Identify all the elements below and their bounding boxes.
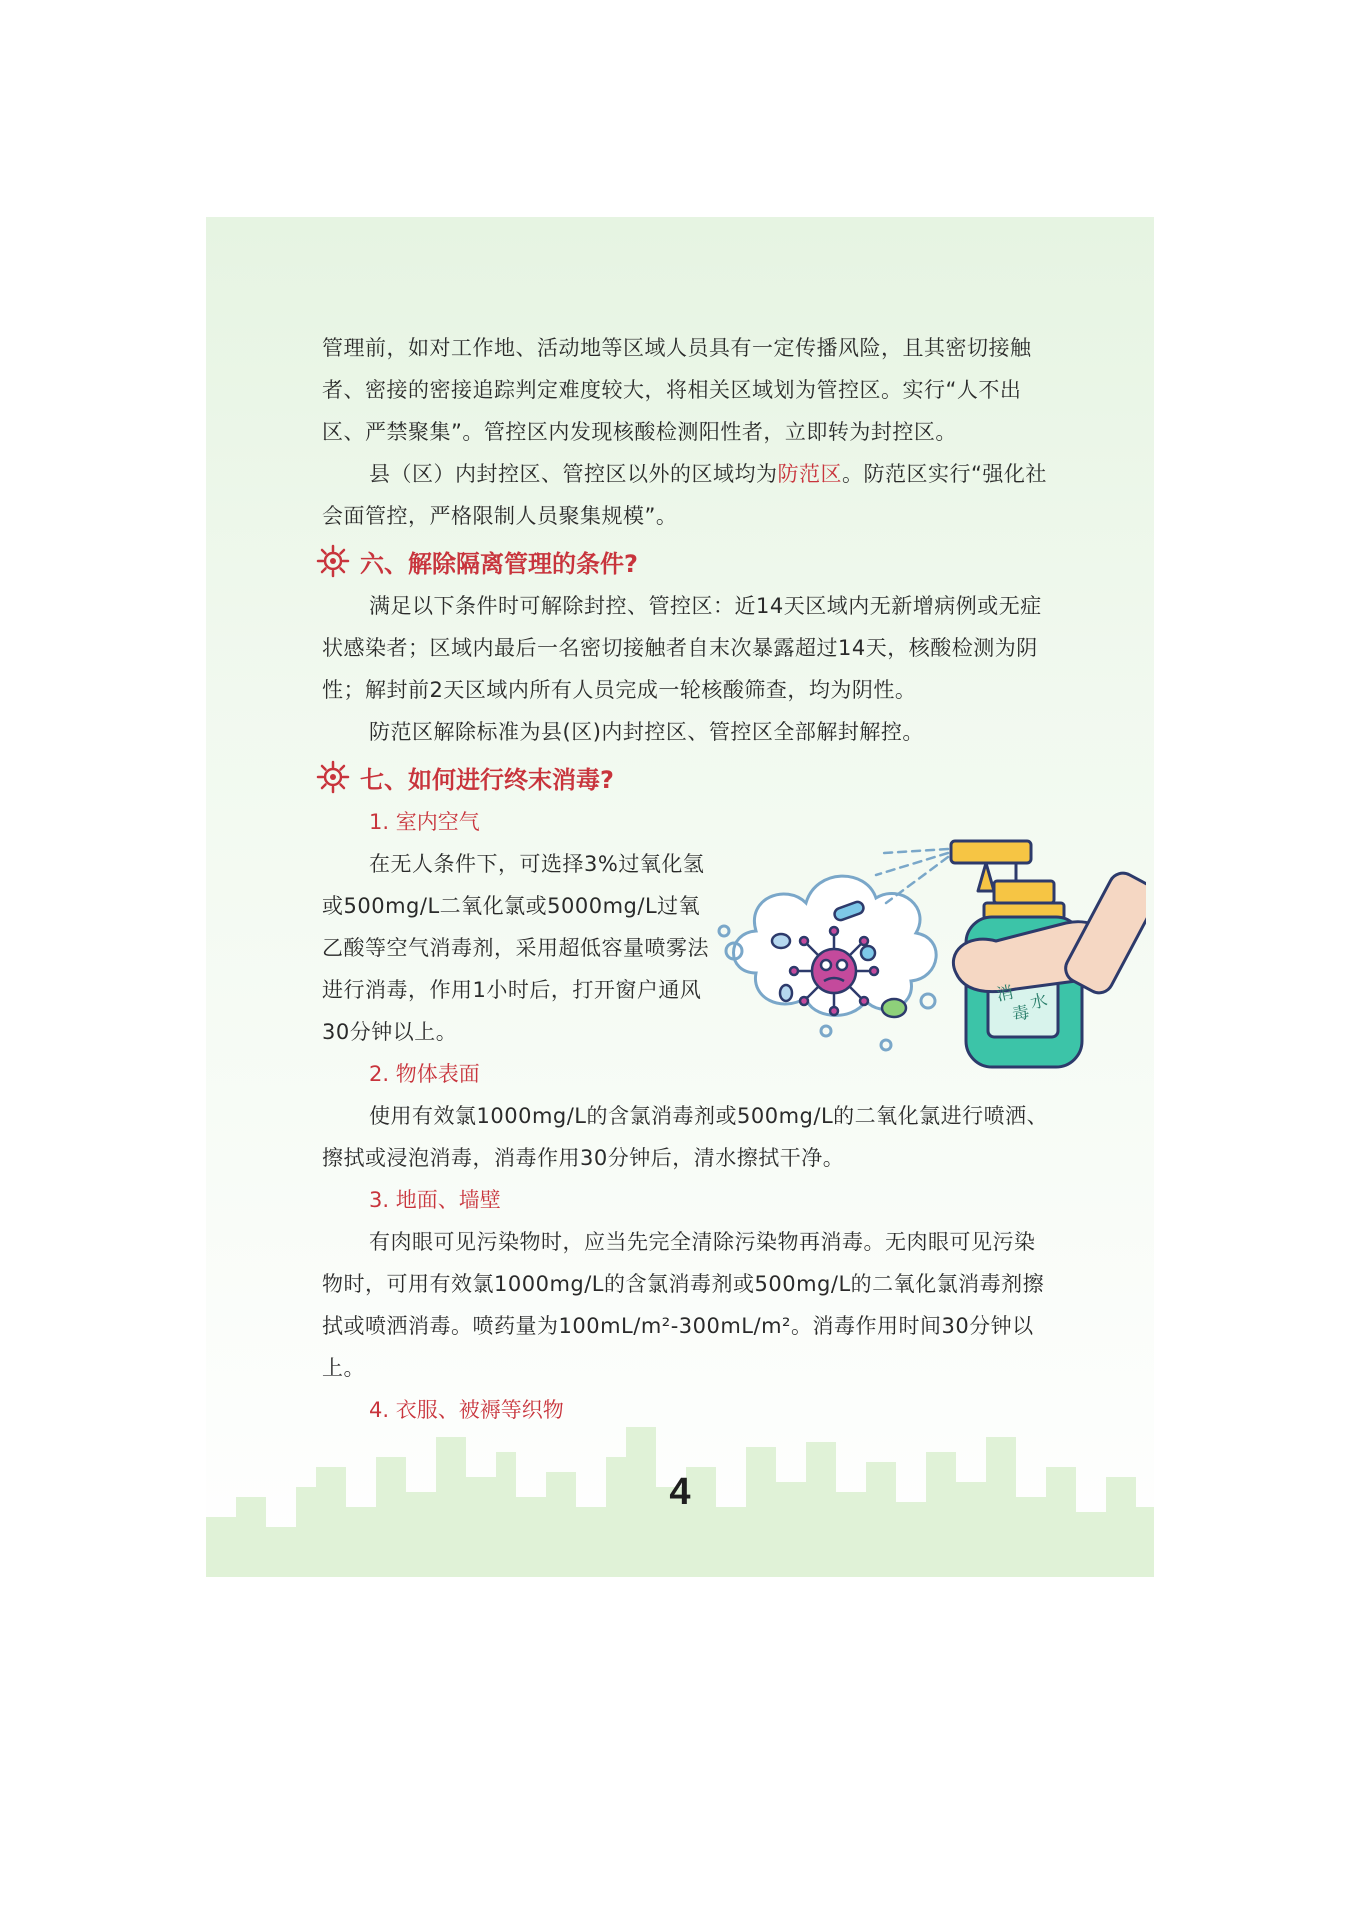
disinfectant-spray-illustration xyxy=(716,813,1146,1073)
paragraph-release-conditions: 满足以下条件时可解除封控、管控区：近14天区域内无新增病例或无症状感染者；区域内最后一名密切接触者自末次暴露超过14天，核酸检测为阴性；解封前2天区域内所有人员完成一轮核酸筛查，均为阴性。 xyxy=(322,594,1042,702)
virus-character xyxy=(790,927,878,1015)
virus-icon xyxy=(316,544,350,578)
bottle-label-char: 毒 xyxy=(1010,1002,1032,1026)
subheading-object-surface: 2. 物体表面 xyxy=(369,1062,480,1086)
bottle-label-char: 消 xyxy=(994,982,1016,1006)
subheading-indoor-air: 1. 室内空气 xyxy=(369,810,480,834)
heading-section-6 xyxy=(316,539,1052,583)
highlight-prevention-zone: 防范区 xyxy=(777,462,842,486)
paragraph-control-zone: 管理前，如对工作地、活动地等区域人员具有一定传播风险，且其密切接触者、密接的密接追踪判定难度较大，将相关区域划为管控区。实行“人不出区、严禁聚集”。管控区内发现核酸检测阳性者，立即转为封控区。 xyxy=(322,336,1032,444)
paragraph-floor-wall: 有肉眼可见污染物时，应当先完全清除污染物再消毒。无肉眼可见污染物时，可用有效氯1000mg/L的含氯消毒剂或500mg/L的二氧化氯消毒剂擦拭或喷洒消毒。喷药量为100mL/m²-300mL/m²。消毒作用时间30分钟以上。 xyxy=(322,1230,1045,1380)
bottle-label-char: 水 xyxy=(1028,990,1050,1014)
heading-text: 六、解除隔离管理的条件? xyxy=(360,549,638,578)
document-page xyxy=(206,217,1154,1577)
heading-section-7 xyxy=(316,755,1052,799)
paragraph-prevention-release: 防范区解除标准为县(区)内封控区、管控区全部解封解控。 xyxy=(369,720,924,744)
paragraph-indoor-air: 在无人条件下，可选择3%过氧化氢或500mg/L二氧化氯或5000mg/L过氧乙酸等空气消毒剂，采用超低容量喷雾法进行消毒，作用1小时后，打开窗户通风30分钟以上。 xyxy=(322,852,709,1044)
paragraph-prevention-zone: 县（区）内封控区、管控区以外的区域均为防范区。防范区实行“强化社会面管控，严格限制人员聚集规模”。 xyxy=(322,462,1047,528)
subheading-floor-wall: 3. 地面、墙壁 xyxy=(369,1188,501,1212)
subheading-clothes-bedding: 4. 衣服、被褥等织物 xyxy=(369,1398,564,1422)
paragraph-object-surface: 使用有效氯1000mg/L的含氯消毒剂或500mg/L的二氧化氯进行喷洒、擦拭或浸泡消毒，消毒作用30分钟后，清水擦拭干净。 xyxy=(322,1104,1049,1170)
virus-icon xyxy=(316,760,350,794)
page-number: 4 xyxy=(669,1471,691,1513)
heading-text: 七、如何进行终末消毒? xyxy=(360,765,614,794)
spray-bottle xyxy=(951,841,1146,1067)
